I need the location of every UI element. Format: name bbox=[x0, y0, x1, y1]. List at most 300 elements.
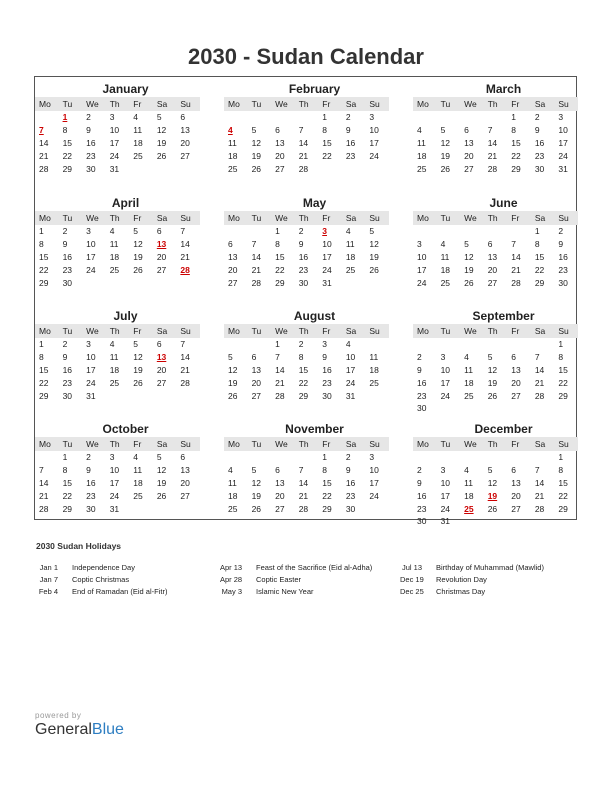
day-cell: 18 bbox=[464, 377, 474, 388]
day-cell: 20 bbox=[156, 251, 167, 262]
weekday-label: Mo bbox=[417, 99, 429, 109]
day-cell: 24 bbox=[440, 503, 451, 514]
day-cell: 7 bbox=[487, 125, 493, 136]
weekday-label: Sa bbox=[156, 213, 168, 223]
day-cell: 22 bbox=[322, 150, 332, 161]
weekday-label: Su bbox=[180, 213, 191, 223]
day-cell: 21 bbox=[39, 150, 49, 161]
weekday-label: We bbox=[275, 439, 288, 449]
day-cell: 6 bbox=[251, 352, 257, 363]
day-cell: 13 bbox=[275, 477, 285, 488]
day-cell: 13 bbox=[180, 125, 190, 136]
day-cell: 26 bbox=[133, 264, 143, 275]
day-cell: 3 bbox=[558, 112, 564, 123]
day-cell: 24 bbox=[86, 264, 96, 275]
day-cell: 29 bbox=[558, 503, 568, 514]
day-cell: 19 bbox=[251, 490, 262, 501]
day-cell: 8 bbox=[534, 239, 540, 250]
day-cell: 18 bbox=[109, 251, 120, 262]
day-cell: 24 bbox=[417, 277, 427, 288]
week-row bbox=[35, 276, 200, 289]
holiday-date: Feb 4 bbox=[38, 586, 58, 596]
day-cell: 15 bbox=[322, 477, 332, 488]
day-cell: 26 bbox=[251, 163, 262, 174]
day-cell: 26 bbox=[487, 390, 498, 401]
day-cell: 19 bbox=[464, 264, 474, 275]
day-cell: 3 bbox=[322, 339, 327, 350]
weekday-header bbox=[413, 437, 578, 451]
week-row bbox=[35, 238, 200, 251]
holiday-name: Christmas Day bbox=[436, 586, 486, 596]
day-cell: 2 bbox=[86, 112, 91, 123]
weekday-header bbox=[224, 211, 389, 225]
weekday-label: Sa bbox=[534, 439, 546, 449]
day-cell: 26 bbox=[440, 163, 451, 174]
day-cell: 29 bbox=[62, 503, 73, 514]
week-row bbox=[35, 451, 200, 464]
week-row bbox=[35, 477, 200, 490]
day-cell: 19 bbox=[156, 477, 167, 488]
week-row bbox=[35, 338, 200, 351]
day-cell: 13 bbox=[511, 364, 521, 375]
holiday-day-cell: 28 bbox=[180, 264, 190, 275]
day-cell: 7 bbox=[534, 465, 540, 476]
day-cell: 2 bbox=[345, 112, 351, 123]
day-cell: 21 bbox=[534, 377, 545, 388]
day-cell: 31 bbox=[345, 390, 356, 401]
day-cell: 5 bbox=[228, 352, 233, 363]
day-cell: 30 bbox=[534, 163, 545, 174]
weekday-label: Mo bbox=[228, 213, 240, 223]
day-cell: 30 bbox=[345, 503, 356, 514]
month-december bbox=[413, 421, 578, 528]
week-row bbox=[413, 124, 578, 137]
day-cell: 3 bbox=[86, 339, 91, 350]
day-cell: 12 bbox=[156, 465, 167, 476]
weekday-label: Sa bbox=[156, 99, 168, 109]
week-row bbox=[413, 376, 578, 389]
month-name: July bbox=[113, 309, 138, 323]
week-row bbox=[224, 137, 389, 150]
holiday-name: Feast of the Sacrifice (Eid al-Adha) bbox=[256, 562, 373, 572]
week-row bbox=[35, 251, 200, 264]
day-cell: 2 bbox=[86, 452, 91, 463]
weekday-label: Su bbox=[180, 326, 191, 336]
day-cell: 15 bbox=[39, 251, 49, 262]
day-cell: 18 bbox=[345, 251, 356, 262]
day-cell: 25 bbox=[417, 163, 427, 174]
day-cell: 15 bbox=[558, 364, 568, 375]
day-cell: 10 bbox=[440, 364, 451, 375]
day-cell: 11 bbox=[440, 251, 450, 262]
day-cell: 9 bbox=[417, 477, 422, 488]
day-cell: 10 bbox=[440, 477, 451, 488]
day-cell: 24 bbox=[369, 490, 379, 501]
week-row bbox=[413, 162, 578, 175]
week-row bbox=[413, 477, 578, 490]
weekday-label: Mo bbox=[39, 439, 51, 449]
day-cell: 27 bbox=[275, 163, 285, 174]
day-cell: 21 bbox=[298, 150, 309, 161]
day-cell: 31 bbox=[109, 163, 120, 174]
day-cell: 8 bbox=[275, 239, 280, 250]
day-cell: 17 bbox=[86, 251, 96, 262]
day-cell: 5 bbox=[156, 452, 162, 463]
day-cell: 10 bbox=[109, 125, 120, 136]
week-row bbox=[35, 364, 200, 377]
day-cell: 14 bbox=[298, 137, 309, 148]
month-name: April bbox=[111, 196, 140, 210]
day-cell: 7 bbox=[534, 352, 540, 363]
week-row bbox=[224, 338, 389, 351]
day-cell: 11 bbox=[109, 352, 119, 363]
holiday-day-cell: 25 bbox=[464, 503, 474, 514]
day-cell: 24 bbox=[86, 377, 96, 388]
day-cell: 23 bbox=[322, 377, 332, 388]
day-cell: 8 bbox=[322, 465, 327, 476]
day-cell: 25 bbox=[369, 377, 379, 388]
day-cell: 5 bbox=[464, 239, 469, 250]
day-cell: 17 bbox=[109, 137, 120, 148]
week-row bbox=[35, 489, 200, 502]
week-row bbox=[413, 276, 578, 289]
day-cell: 26 bbox=[228, 390, 238, 401]
day-cell: 9 bbox=[417, 364, 422, 375]
day-cell: 21 bbox=[251, 264, 262, 275]
day-cell: 7 bbox=[298, 465, 304, 476]
holiday-item bbox=[220, 573, 372, 585]
weekday-label: We bbox=[464, 213, 477, 223]
day-cell: 31 bbox=[558, 163, 568, 174]
week-row bbox=[413, 489, 578, 502]
holiday-list bbox=[36, 541, 596, 596]
weekday-label: Tu bbox=[440, 99, 451, 109]
week-row bbox=[224, 251, 389, 264]
day-cell: 10 bbox=[369, 125, 379, 136]
holiday-day-cell: 4 bbox=[228, 125, 233, 136]
day-cell: 1 bbox=[62, 452, 68, 463]
day-cell: 26 bbox=[251, 503, 262, 514]
weekday-label: Th bbox=[109, 326, 120, 336]
week-row bbox=[224, 489, 389, 502]
day-cell: 31 bbox=[109, 503, 120, 514]
day-cell: 27 bbox=[228, 277, 238, 288]
day-cell: 3 bbox=[369, 112, 375, 123]
day-cell: 10 bbox=[109, 465, 120, 476]
holiday-item bbox=[400, 561, 544, 573]
weekday-label: Th bbox=[487, 213, 498, 223]
day-cell: 12 bbox=[133, 239, 143, 250]
powered-by-text: powered by bbox=[35, 711, 82, 720]
holiday-day-cell: 1 bbox=[62, 112, 68, 123]
day-cell: 18 bbox=[417, 150, 427, 161]
holiday-date: Apr 13 bbox=[220, 562, 243, 572]
weekday-label: Sa bbox=[534, 99, 546, 109]
day-cell: 7 bbox=[275, 352, 280, 363]
month-january bbox=[35, 81, 200, 175]
day-cell: 20 bbox=[180, 477, 190, 488]
day-cell: 29 bbox=[39, 277, 49, 288]
day-cell: 17 bbox=[369, 137, 379, 148]
day-cell: 17 bbox=[322, 251, 332, 262]
day-cell: 15 bbox=[298, 364, 309, 375]
day-cell: 14 bbox=[534, 477, 545, 488]
day-cell: 5 bbox=[251, 465, 257, 476]
day-cell: 18 bbox=[228, 490, 238, 501]
day-cell: 23 bbox=[534, 150, 545, 161]
day-cell: 16 bbox=[417, 490, 427, 501]
holiday-name: Independence Day bbox=[72, 562, 135, 572]
day-cell: 24 bbox=[558, 150, 568, 161]
weekday-label: Tu bbox=[251, 439, 262, 449]
day-cell: 5 bbox=[440, 125, 446, 136]
holiday-item bbox=[220, 585, 372, 597]
day-cell: 4 bbox=[109, 226, 115, 237]
calendar-grid bbox=[34, 76, 577, 527]
generalblue-logo[interactable] bbox=[35, 721, 124, 739]
day-cell: 23 bbox=[62, 264, 73, 275]
day-cell: 4 bbox=[133, 452, 138, 463]
day-cell: 23 bbox=[417, 503, 427, 514]
week-row bbox=[224, 111, 389, 124]
day-cell: 14 bbox=[298, 477, 309, 488]
week-row bbox=[224, 364, 389, 377]
holiday-day-cell: 19 bbox=[487, 490, 498, 501]
day-cell: 4 bbox=[464, 465, 469, 476]
day-cell: 15 bbox=[62, 477, 73, 488]
day-cell: 3 bbox=[109, 112, 115, 123]
weekday-label: Tu bbox=[251, 326, 262, 336]
day-cell: 12 bbox=[440, 137, 451, 148]
weekday-label: Fr bbox=[511, 439, 520, 449]
weekday-label: Sa bbox=[534, 326, 546, 336]
day-cell: 19 bbox=[369, 251, 379, 262]
day-cell: 1 bbox=[534, 226, 540, 237]
day-cell: 25 bbox=[440, 277, 451, 288]
day-cell: 21 bbox=[534, 490, 545, 501]
weekday-label: Sa bbox=[345, 326, 357, 336]
day-cell: 4 bbox=[345, 339, 351, 350]
holiday-day-cell: 13 bbox=[156, 239, 167, 250]
weekday-label: Fr bbox=[133, 99, 142, 109]
week-row bbox=[413, 402, 578, 415]
weekday-label: Sa bbox=[345, 213, 357, 223]
day-cell: 11 bbox=[464, 364, 473, 375]
day-cell: 19 bbox=[228, 377, 238, 388]
day-cell: 6 bbox=[156, 226, 162, 237]
day-cell: 19 bbox=[133, 364, 143, 375]
day-cell: 22 bbox=[558, 377, 568, 388]
month-september bbox=[413, 308, 578, 415]
day-cell: 20 bbox=[251, 377, 262, 388]
weekday-label: Fr bbox=[511, 99, 520, 109]
week-row bbox=[413, 238, 578, 251]
day-cell: 15 bbox=[62, 137, 73, 148]
day-cell: 24 bbox=[109, 490, 120, 501]
day-cell: 30 bbox=[62, 390, 73, 401]
holiday-item bbox=[400, 585, 544, 597]
week-row bbox=[35, 149, 200, 162]
day-cell: 9 bbox=[62, 239, 68, 250]
day-cell: 11 bbox=[228, 137, 237, 148]
day-cell: 5 bbox=[487, 465, 493, 476]
day-cell: 18 bbox=[464, 490, 474, 501]
week-row bbox=[224, 238, 389, 251]
weekday-label: Tu bbox=[62, 99, 73, 109]
day-cell: 18 bbox=[133, 477, 143, 488]
day-cell: 28 bbox=[534, 503, 545, 514]
weekday-header bbox=[35, 437, 200, 451]
month-name: September bbox=[472, 309, 535, 323]
day-cell: 23 bbox=[62, 377, 73, 388]
day-cell: 28 bbox=[275, 390, 285, 401]
day-cell: 1 bbox=[275, 339, 280, 350]
day-cell: 1 bbox=[275, 226, 280, 237]
weekday-label: We bbox=[86, 213, 99, 223]
day-cell: 18 bbox=[369, 364, 379, 375]
day-cell: 5 bbox=[133, 339, 138, 350]
day-cell: 10 bbox=[369, 465, 379, 476]
day-cell: 5 bbox=[369, 226, 375, 237]
weekday-label: Fr bbox=[133, 213, 142, 223]
weekday-label: Fr bbox=[133, 326, 142, 336]
day-cell: 12 bbox=[251, 137, 262, 148]
day-cell: 21 bbox=[180, 251, 190, 262]
day-cell: 13 bbox=[275, 137, 285, 148]
day-cell: 11 bbox=[109, 239, 119, 250]
day-cell: 22 bbox=[322, 490, 332, 501]
week-row bbox=[224, 376, 389, 389]
day-cell: 29 bbox=[558, 390, 568, 401]
holiday-item bbox=[36, 585, 167, 597]
day-cell: 11 bbox=[369, 352, 379, 363]
week-row bbox=[413, 149, 578, 162]
day-cell: 13 bbox=[487, 251, 498, 262]
day-cell: 27 bbox=[511, 390, 521, 401]
day-cell: 9 bbox=[322, 352, 327, 363]
holiday-name: Revolution Day bbox=[436, 574, 487, 584]
day-cell: 2 bbox=[558, 226, 564, 237]
week-row bbox=[224, 263, 389, 276]
weekday-label: Tu bbox=[62, 213, 73, 223]
day-cell: 14 bbox=[180, 239, 190, 250]
day-cell: 16 bbox=[558, 251, 568, 262]
week-row bbox=[35, 389, 200, 402]
week-row bbox=[224, 276, 389, 289]
day-cell: 12 bbox=[369, 239, 379, 250]
weekday-label: Tu bbox=[440, 439, 451, 449]
week-row bbox=[224, 477, 389, 490]
week-row bbox=[224, 389, 389, 402]
day-cell: 29 bbox=[298, 390, 309, 401]
day-cell: 12 bbox=[228, 364, 238, 375]
day-cell: 21 bbox=[275, 377, 285, 388]
day-cell: 25 bbox=[345, 264, 356, 275]
weekday-label: Th bbox=[298, 439, 309, 449]
holiday-day-cell: 3 bbox=[322, 226, 327, 237]
day-cell: 25 bbox=[228, 163, 238, 174]
page-title: 2030 - Sudan Calendar bbox=[188, 44, 424, 69]
day-cell: 17 bbox=[109, 477, 120, 488]
holiday-item bbox=[220, 561, 372, 573]
day-cell: 25 bbox=[464, 390, 474, 401]
week-row bbox=[35, 162, 200, 175]
day-cell: 14 bbox=[487, 137, 498, 148]
day-cell: 27 bbox=[156, 377, 167, 388]
week-row bbox=[35, 124, 200, 137]
day-cell: 7 bbox=[511, 239, 516, 250]
month-name: May bbox=[302, 196, 327, 210]
day-cell: 3 bbox=[86, 226, 91, 237]
week-row bbox=[413, 225, 578, 238]
weekday-label: Tu bbox=[62, 439, 73, 449]
weekday-label: Th bbox=[109, 213, 120, 223]
week-row bbox=[413, 251, 578, 264]
weekday-label: Tu bbox=[62, 326, 73, 336]
day-cell: 12 bbox=[487, 477, 498, 488]
day-cell: 6 bbox=[487, 239, 493, 250]
day-cell: 14 bbox=[180, 352, 190, 363]
day-cell: 16 bbox=[534, 137, 545, 148]
day-cell: 29 bbox=[322, 503, 332, 514]
day-cell: 21 bbox=[180, 364, 190, 375]
day-cell: 4 bbox=[417, 125, 422, 136]
day-cell: 11 bbox=[464, 477, 473, 488]
weekday-label: Th bbox=[487, 439, 498, 449]
day-cell: 20 bbox=[180, 137, 190, 148]
day-cell: 19 bbox=[251, 150, 262, 161]
holiday-name: Islamic New Year bbox=[256, 586, 314, 596]
day-cell: 7 bbox=[39, 465, 44, 476]
day-cell: 8 bbox=[62, 125, 68, 136]
holiday-date: Jan 1 bbox=[39, 562, 58, 572]
day-cell: 13 bbox=[251, 364, 262, 375]
day-cell: 23 bbox=[558, 264, 568, 275]
day-cell: 23 bbox=[86, 150, 96, 161]
day-cell: 18 bbox=[228, 150, 238, 161]
weekday-label: Th bbox=[109, 99, 120, 109]
day-cell: 1 bbox=[39, 226, 44, 237]
day-cell: 14 bbox=[251, 251, 262, 262]
weekday-label: Th bbox=[487, 326, 498, 336]
day-cell: 6 bbox=[228, 239, 233, 250]
day-cell: 11 bbox=[133, 125, 143, 136]
day-cell: 30 bbox=[62, 277, 73, 288]
weekday-label: Mo bbox=[228, 326, 240, 336]
day-cell: 9 bbox=[558, 239, 564, 250]
day-cell: 9 bbox=[345, 125, 351, 136]
week-row bbox=[413, 502, 578, 515]
day-cell: 25 bbox=[133, 150, 143, 161]
day-cell: 19 bbox=[487, 377, 498, 388]
weekday-label: We bbox=[86, 326, 99, 336]
holiday-date: May 3 bbox=[221, 586, 242, 596]
day-cell: 6 bbox=[275, 125, 280, 136]
month-name: December bbox=[474, 422, 533, 436]
day-cell: 4 bbox=[440, 239, 446, 250]
day-cell: 20 bbox=[156, 364, 167, 375]
day-cell: 22 bbox=[39, 264, 49, 275]
day-cell: 3 bbox=[440, 352, 446, 363]
day-cell: 30 bbox=[417, 516, 427, 527]
week-row bbox=[35, 225, 200, 238]
holiday-day-cell: 7 bbox=[39, 125, 44, 136]
holiday-date: Jan 7 bbox=[39, 574, 58, 584]
day-cell: 2 bbox=[345, 452, 351, 463]
day-cell: 9 bbox=[298, 239, 304, 250]
day-cell: 1 bbox=[558, 339, 564, 350]
holiday-name: Coptic Christmas bbox=[72, 574, 130, 584]
